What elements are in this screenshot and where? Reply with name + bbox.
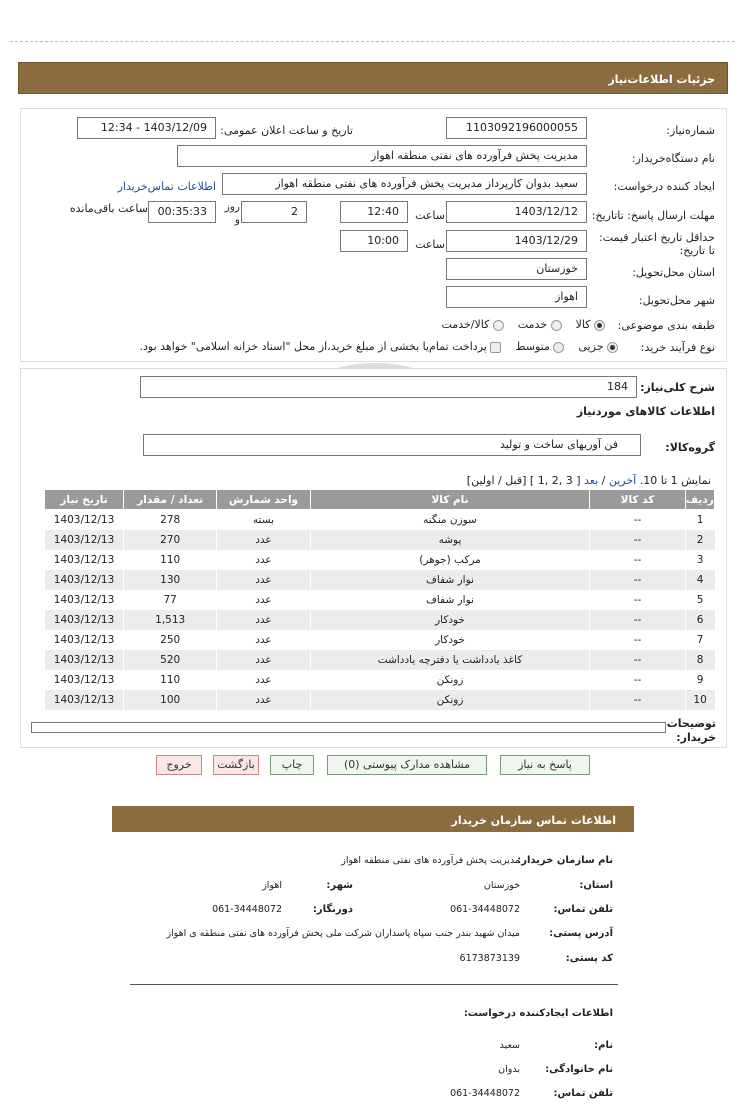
- process-medium-label: متوسط: [515, 340, 550, 353]
- validity-time-label: ساعت: [415, 238, 445, 251]
- table-row: [45, 590, 715, 610]
- creator-phone-value: 061-34448072: [450, 1088, 520, 1099]
- unit-cell: عدد: [217, 550, 310, 570]
- goods-table: [44, 489, 715, 710]
- pagination-rest[interactable]: [قبل / اولین]: [466, 474, 527, 487]
- contact-header: [112, 806, 634, 832]
- unit-cell: عدد: [217, 630, 310, 650]
- validity-time-field: 10:00: [340, 230, 408, 252]
- unit-cell: عدد: [217, 530, 310, 550]
- goods-name-cell: زونکن: [310, 690, 590, 710]
- address-value: میدان شهید بندر جنب سپاه پاسداران شرکت ملی پخش فرآورده های نفتی منطقه ی اهواز: [166, 928, 520, 939]
- contact-divider: [130, 984, 618, 985]
- reply-button[interactable]: پاسخ به نیاز: [500, 755, 590, 775]
- days-field: 2: [241, 201, 307, 223]
- process-partial-label: جزیی: [578, 340, 604, 353]
- goods-group-field: فن آوریهای ساخت و تولید: [143, 434, 641, 456]
- buyer-notes-field: [31, 722, 666, 733]
- goods-code-cell: --: [590, 670, 685, 690]
- table-row: [45, 650, 715, 670]
- process-label: نوع فرآیند خرید:: [640, 341, 715, 354]
- top-divider: [10, 41, 735, 42]
- unit-cell: عدد: [217, 670, 310, 690]
- announce-label: تاریخ و ساعت اعلان عمومی:: [220, 124, 353, 137]
- col-goods-name: نام کالا: [310, 490, 590, 510]
- payment-note: پرداخت تمام‌یا بخشی از مبلغ خرید،از محل "اسناد خزانه اسلامی" خواهد بود.: [139, 340, 487, 353]
- exit-button[interactable]: خروج: [156, 755, 202, 775]
- goods-code-cell: --: [590, 590, 685, 610]
- row-number-cell: 8: [685, 650, 714, 670]
- announce-field: 1403/12/09 - 12:34: [77, 117, 216, 139]
- key-description-field: 184: [140, 376, 637, 398]
- org-value: مدیریت پخش فرآورده های نفتی منطقه اهواز: [341, 855, 520, 866]
- validity-date-field: 1403/12/29: [446, 230, 587, 252]
- unit-cell: عدد: [217, 590, 310, 610]
- remaining-label: ساعت باقی‌مانده: [69, 202, 148, 215]
- deadline-date-field: 1403/12/12: [446, 201, 587, 223]
- goods-name-cell: پوشه: [310, 530, 590, 550]
- table-row: [45, 630, 715, 650]
- buyer-org-field: مدیریت پخش فرآورده های نفتی منطقه اهواز: [177, 145, 587, 167]
- deadline-time-label: ساعت: [415, 209, 445, 222]
- table-row: [45, 530, 715, 550]
- deadline-time-field: 12:40: [340, 201, 408, 223]
- validity-label: حداقل تاریخ اعتبار قیمت: تا تاریخ:: [599, 231, 715, 257]
- need-date-cell: 1403/12/13: [45, 510, 124, 530]
- col-need-date: تاریخ نیاز: [45, 490, 124, 510]
- category-both-label: کالا/خدمت: [441, 318, 490, 331]
- goods-code-cell: --: [590, 530, 685, 550]
- pagination-next-link[interactable]: بعد: [584, 474, 599, 487]
- need-date-cell: 1403/12/13: [45, 570, 124, 590]
- contact-province-value: خوزستان: [483, 880, 520, 891]
- category-service-label: خدمت: [517, 318, 548, 331]
- contact-city-label: شهر:: [326, 880, 353, 891]
- category-goods-label: کالا: [575, 318, 591, 331]
- page-title: جزئیات اطلاعات‌نیاز: [608, 73, 715, 86]
- contact-title: اطلاعات تماس سازمان خریدار: [451, 814, 616, 827]
- quantity-cell: 278: [124, 510, 217, 530]
- process-option-partial[interactable]: [578, 340, 618, 353]
- table-row: [45, 690, 715, 710]
- goods-name-cell: نوار شفاف: [310, 590, 590, 610]
- creator-name-label: نام:: [594, 1040, 613, 1051]
- table-row: [45, 510, 715, 530]
- goods-code-cell: --: [590, 610, 685, 630]
- unit-cell: عدد: [217, 690, 310, 710]
- creator-phone-label: تلفن تماس:: [553, 1088, 613, 1099]
- unit-cell: عدد: [217, 610, 310, 630]
- need-date-cell: 1403/12/13: [45, 630, 124, 650]
- table-header-row: [45, 490, 715, 510]
- creator-info-title: اطلاعات ایجادکننده درخواست:: [463, 1008, 613, 1019]
- need-date-cell: 1403/12/13: [45, 550, 124, 570]
- goods-code-cell: --: [590, 690, 685, 710]
- city-label: شهر محل‌تحویل:: [638, 294, 715, 307]
- row-number-cell: 10: [685, 690, 714, 710]
- row-number-cell: 3: [685, 550, 714, 570]
- quantity-cell: 110: [124, 550, 217, 570]
- goods-name-cell: سوزن منگنه: [310, 510, 590, 530]
- need-date-cell: 1403/12/13: [45, 610, 124, 630]
- postal-value: 6173873139: [459, 953, 520, 964]
- goods-code-cell: --: [590, 650, 685, 670]
- need-date-cell: 1403/12/13: [45, 690, 124, 710]
- process-radio-group: [140, 340, 618, 353]
- quantity-cell: 110: [124, 670, 217, 690]
- back-button[interactable]: بازگشت: [213, 755, 259, 775]
- goods-name-cell: مرکب (جوهر): [310, 550, 590, 570]
- goods-name-cell: زونکن: [310, 670, 590, 690]
- category-option-service[interactable]: [518, 318, 562, 331]
- quantity-cell: 1,513: [124, 610, 217, 630]
- pagination-last-link[interactable]: آخرین: [608, 474, 637, 487]
- checkbox-icon[interactable]: [490, 342, 501, 353]
- table-row: [45, 570, 715, 590]
- remaining-field: 00:35:33: [148, 201, 216, 223]
- need-number-field: 1103092196000055: [446, 117, 587, 139]
- row-number-cell: 4: [685, 570, 714, 590]
- goods-code-cell: --: [590, 630, 685, 650]
- details-header: [18, 62, 728, 94]
- table-row: [45, 550, 715, 570]
- unit-cell: عدد: [217, 650, 310, 670]
- category-radio-group: [442, 318, 606, 331]
- need-date-cell: 1403/12/13: [45, 650, 124, 670]
- need-date-cell: 1403/12/13: [45, 590, 124, 610]
- deadline-label: مهلت ارسال پاسخ: تاتاریخ:: [591, 209, 715, 222]
- quantity-cell: 130: [124, 570, 217, 590]
- table-row: [45, 610, 715, 630]
- quantity-cell: 520: [124, 650, 217, 670]
- radio-icon[interactable]: [493, 320, 504, 331]
- goods-name-cell: کاغذ یادداشت یا دفترچه یادداشت: [310, 650, 590, 670]
- province-field: خوزستان: [446, 258, 587, 280]
- process-option-medium[interactable]: [515, 340, 564, 353]
- quantity-cell: 77: [124, 590, 217, 610]
- payment-option[interactable]: [140, 340, 502, 353]
- goods-group-label: گروه‌کالا:: [665, 441, 715, 454]
- fax-value: 061-34448072: [212, 904, 282, 915]
- contact-city-value: اهواز: [262, 880, 282, 891]
- postal-label: کد پستی:: [565, 953, 613, 964]
- attachments-button[interactable]: مشاهده مدارک پیوستی (0): [327, 755, 487, 775]
- category-option-both[interactable]: [442, 318, 504, 331]
- radio-icon[interactable]: [553, 342, 564, 353]
- quantity-cell: 250: [124, 630, 217, 650]
- org-label: نام سازمان خریدار:: [517, 855, 613, 866]
- province-label: استان محل‌تحویل:: [632, 266, 715, 279]
- need-date-cell: 1403/12/13: [45, 670, 124, 690]
- unit-cell: عدد: [217, 570, 310, 590]
- row-number-cell: 5: [685, 590, 714, 610]
- radio-selected-icon[interactable]: [594, 320, 605, 331]
- creator-field: سعید بدوان کارپرداز مدیریت پخش فرآورده های نفتی منطقه اهواز: [222, 173, 587, 195]
- key-description-label: شرح کلی‌نیاز:: [640, 381, 715, 394]
- creator-name-value: سعید: [499, 1040, 520, 1051]
- quantity-cell: 100: [124, 690, 217, 710]
- category-option-goods[interactable]: [576, 318, 605, 331]
- creator-label: ایجاد کننده درخواست:: [613, 180, 715, 193]
- goods-info-title: اطلاعات کالاهای موردنیاز: [576, 405, 715, 418]
- col-row-number: ردیف: [685, 490, 714, 510]
- row-number-cell: 9: [685, 670, 714, 690]
- print-button[interactable]: چاپ: [270, 755, 314, 775]
- row-number-cell: 1: [685, 510, 714, 530]
- pagination: نمایش 1 تا 10. آخرین / بعد [ 3 ,2 ,1 ] [قبل / اولین]: [466, 474, 711, 487]
- goods-name-cell: خودکار: [310, 610, 590, 630]
- buyer-contact-link[interactable]: اطلاعات تماس‌خریدار: [117, 180, 216, 193]
- col-unit: واحد شمارش: [217, 490, 310, 510]
- need-number-label: شماره‌نیاز:: [666, 124, 715, 137]
- radio-selected-icon[interactable]: [607, 342, 618, 353]
- need-date-cell: 1403/12/13: [45, 530, 124, 550]
- goods-code-cell: --: [590, 510, 685, 530]
- pagination-pages[interactable]: [ 3 ,2 ,1 ]: [529, 474, 581, 487]
- contact-phone-value: 061-34448072: [450, 904, 520, 915]
- category-label: طبقه بندی موضوعی:: [617, 319, 715, 332]
- pagination-info: نمایش 1 تا 10.: [639, 474, 711, 487]
- goods-code-cell: --: [590, 570, 685, 590]
- buyer-org-label: نام دستگاه‌خریدار:: [631, 152, 715, 165]
- address-label: آدرس پستی:: [549, 928, 613, 939]
- quantity-cell: 270: [124, 530, 217, 550]
- goods-code-cell: --: [590, 550, 685, 570]
- col-goods-code: کد کالا: [590, 490, 685, 510]
- radio-icon[interactable]: [551, 320, 562, 331]
- unit-cell: بسته: [217, 510, 310, 530]
- row-number-cell: 2: [685, 530, 714, 550]
- goods-name-cell: نوار شفاف: [310, 570, 590, 590]
- creator-family-label: نام خانوادگی:: [545, 1064, 613, 1075]
- row-number-cell: 6: [685, 610, 714, 630]
- buyer-notes-label: توضیحات خریدار:: [666, 717, 716, 744]
- col-quantity: تعداد / مقدار: [124, 490, 217, 510]
- row-number-cell: 7: [685, 630, 714, 650]
- table-row: [45, 670, 715, 690]
- contact-phone-label: تلفن تماس:: [553, 904, 613, 915]
- days-label: روز و: [224, 201, 240, 226]
- goods-name-cell: خودکار: [310, 630, 590, 650]
- fax-label: دورنگار:: [312, 904, 353, 915]
- city-field: اهواز: [446, 286, 587, 308]
- contact-province-label: استان:: [579, 880, 613, 891]
- creator-family-value: بدوان: [498, 1064, 520, 1075]
